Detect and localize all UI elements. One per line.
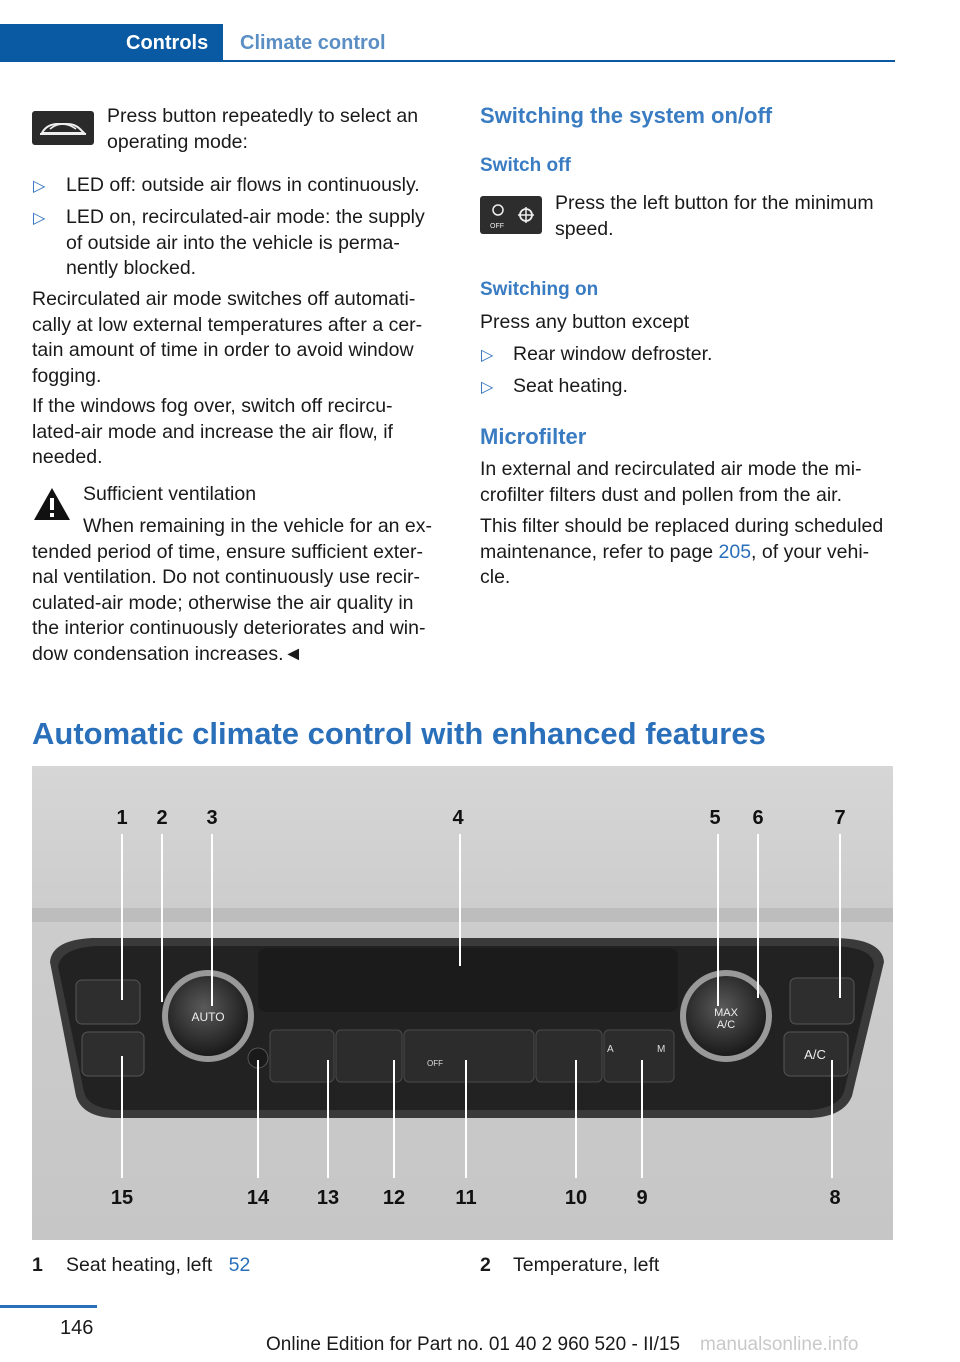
- bullet-marker: ▷: [481, 379, 494, 396]
- callout-7: 7: [834, 807, 846, 829]
- callout-13: 13: [316, 1187, 340, 1209]
- fan-off-icon: [480, 196, 542, 234]
- tab-climate-control[interactable]: Climate control: [240, 32, 386, 54]
- callout-8: 8: [829, 1187, 841, 1209]
- legend-item-2: Temperature, left: [513, 1254, 660, 1276]
- page-number: 146: [60, 1317, 94, 1339]
- callout-5: 5: [709, 807, 721, 829]
- bullet-seat-heating: Seat heating.: [513, 375, 628, 397]
- callout-15: 15: [110, 1187, 134, 1209]
- off-label: OFF: [427, 1059, 443, 1068]
- callout-12: 12: [382, 1187, 406, 1209]
- edition-text: Online Edition for Part no. 01 40 2 960 520 - II/15: [266, 1334, 681, 1355]
- watermark: manualsonline.info: [700, 1334, 859, 1355]
- bullet-marker: ▷: [33, 178, 46, 195]
- switch-on-title: Switching on: [480, 279, 599, 300]
- microfilter-title: Microfilter: [480, 424, 587, 449]
- callout-14: 14: [246, 1187, 270, 1209]
- callout-1: 1: [116, 807, 128, 829]
- m-label: M: [657, 1044, 666, 1055]
- microfilter-text: In external and recirculated air mode the mi-crofilter filters dust and pollen from the air.: [480, 458, 862, 506]
- legend-num-2: 2: [480, 1254, 491, 1276]
- bullet-marker: ▷: [481, 347, 494, 364]
- callout-11: 11: [455, 1187, 477, 1209]
- legend-num-1: 1: [32, 1254, 43, 1276]
- switch-off-title: Switch off: [480, 155, 571, 176]
- section-title-switching: Switching the system on/off: [480, 103, 773, 128]
- climate-control-panel-photo: [32, 766, 893, 1240]
- callout-4: 4: [452, 807, 464, 829]
- svg-text:OFF: OFF: [490, 223, 504, 230]
- callout-9: 9: [636, 1187, 648, 1209]
- warning-title: Sufficient ventilation: [83, 483, 257, 505]
- main-heading: Automatic climate control with enhanced features: [32, 716, 766, 751]
- callout-2: 2: [156, 807, 168, 829]
- para-fog: If the windows fog over, switch off recircu-lated-air mode and increase the air flow, if needed.: [32, 395, 393, 468]
- max-label: MAX: [714, 1007, 738, 1019]
- header-rule: [223, 60, 895, 62]
- bullet-led-on: LED on, recirculated-air mode: the supply of outside air into the vehicle is perma-nently blocked.: [66, 206, 425, 279]
- intro-text: Press button repeatedly to select an operating mode:: [107, 105, 419, 153]
- callout-6: 6: [752, 807, 764, 829]
- switch-off-text: Press the left button for the minimum speed.: [555, 192, 874, 240]
- bullet-marker: ▷: [33, 210, 46, 227]
- switch-on-text: Press any button except: [480, 311, 690, 333]
- auto-label: AUTO: [191, 1010, 225, 1024]
- callout-3: 3: [206, 807, 218, 829]
- a-label: A: [607, 1044, 614, 1055]
- bullet-led-off: LED off: outside air flows in continuously.: [66, 174, 420, 196]
- page-link-205[interactable]: 205: [718, 540, 752, 563]
- ac-small-label: A/C: [716, 1019, 736, 1031]
- legend-item-1: Seat heating, left 52: [66, 1254, 251, 1276]
- page-link-52[interactable]: 52: [228, 1254, 251, 1276]
- bullet-rear-defroster: Rear window defroster.: [513, 343, 713, 365]
- warning-text: When remaining in the vehicle for an ex-tended period of time, ensure sufficient exter-nal ventilation. Do not continuously use recir-culated-air mode; otherwise the air quality in the interior continuously deteriorates and win-dow condensation increases.◄: [32, 515, 433, 665]
- ac-label: A/C: [804, 1047, 826, 1062]
- callout-10: 10: [564, 1187, 588, 1209]
- para-recirculated: Recirculated air mode switches off automati-cally at low external temperatures after a cer-tain amount of time in order to avoid window fogging.: [32, 288, 423, 387]
- car-recirculation-icon: [32, 111, 94, 145]
- filter-replace-text: This filter should be replaced during scheduled maintenance, refer to page 205, of your vehi-cle.: [480, 515, 884, 588]
- footer-rule: [0, 1305, 97, 1308]
- tab-controls[interactable]: Controls: [0, 24, 223, 62]
